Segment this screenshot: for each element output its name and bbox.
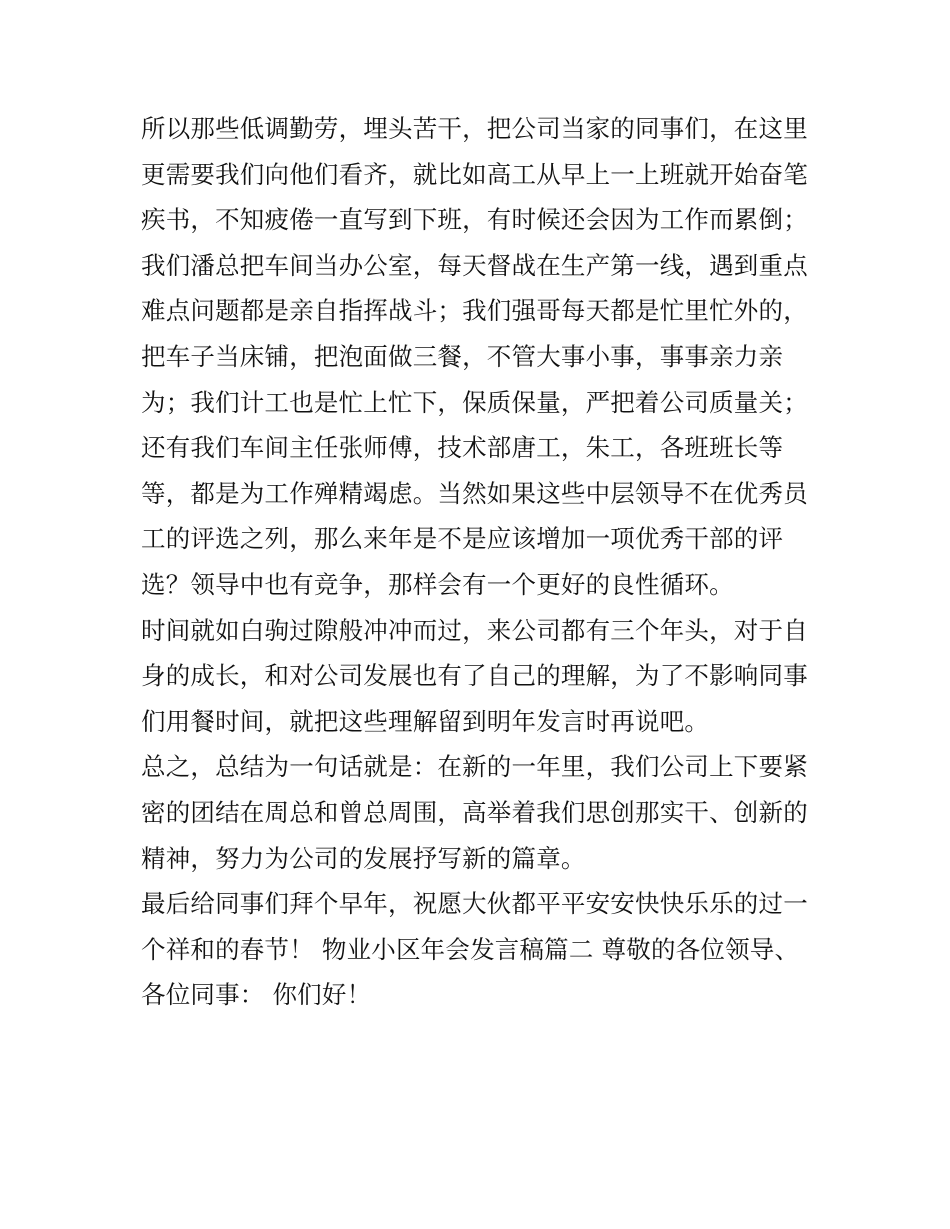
text-line: 们用餐时间，就把这些理解留到明年发言时再说吧。	[141, 706, 710, 736]
text-line: 最后给同事们拜个早年，祝愿大伙都平平安安快快乐乐的过一	[141, 889, 808, 919]
text-line: 为；我们计工也是忙上忙下，保质保量，严把着公司质量关；	[141, 387, 808, 417]
text-line: 各位同事： 你们好！	[141, 980, 372, 1010]
text-line: 总之，总结为一句话就是：在新的一年里，我们公司上下要紧	[141, 752, 808, 782]
text-line: 难点问题都是亲自指挥战斗；我们强哥每天都是忙里忙外的，	[141, 296, 808, 326]
text-line: 身的成长，和对公司发展也有了自己的理解，为了不影响同事	[141, 661, 808, 691]
text-line: 等，都是为工作殚精竭虑。当然如果这些中层领导不在优秀员	[141, 478, 808, 508]
text-line: 我们潘总把车间当办公室，每天督战在生产第一线，遇到重点	[141, 250, 808, 280]
text-line: 还有我们车间主任张师傅，技术部唐工，朱工，各班班长等	[141, 433, 784, 463]
text-line: 个祥和的春节！ 物业小区年会发言稿篇二 尊敬的各位领导、	[141, 934, 800, 964]
text-line: 密的团结在周总和曾总周围，高举着我们思创那实干、创新的	[141, 797, 808, 827]
text-line: 更需要我们向他们看齐，就比如高工从早上一上班就开始奋笔	[141, 159, 808, 189]
text-line: 工的评选之列，那么来年是不是应该增加一项优秀干部的评	[141, 524, 784, 554]
text-line: 把车子当床铺，把泡面做三餐，不管大事小事，事事亲力亲	[141, 341, 784, 371]
text-line: 选？领导中也有竞争，那样会有一个更好的良性循环。	[141, 569, 734, 599]
document-body	[141, 106, 821, 1018]
text-line: 所以那些低调勤劳，埋头苦干，把公司当家的同事们，在这里	[141, 114, 808, 143]
text-line: 精神，努力为公司的发展抒写新的篇章。	[141, 843, 586, 873]
text-line: 疾书，不知疲倦一直写到下班，有时候还会因为工作而累倒；	[141, 205, 808, 235]
text-line: 时间就如白驹过隙般冲冲而过，来公司都有三个年头，对于自	[141, 615, 808, 645]
